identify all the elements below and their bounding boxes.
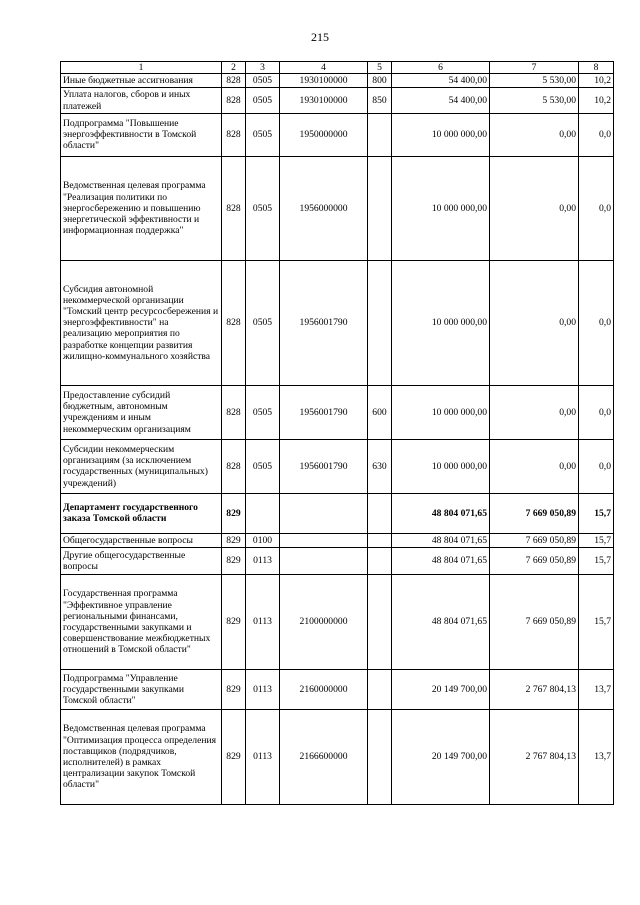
header-row (61, 62, 614, 74)
cell-adm: 828 (222, 156, 246, 260)
page-number: 215 (311, 30, 329, 44)
cell-kind (368, 113, 392, 156)
cell-fact: 2 767 804,13 (490, 710, 579, 805)
cell-target: 1956001790 (280, 385, 368, 439)
cell-fact: 5 530,00 (490, 74, 579, 88)
cell-pct: 0,0 (579, 260, 614, 385)
cell-kind (368, 533, 392, 547)
cell-adm: 829 (222, 575, 246, 670)
header-cell: 7 (490, 62, 579, 74)
cell-fact: 0,00 (490, 260, 579, 385)
cell-pct: 0,0 (579, 439, 614, 493)
cell-name: Департамент государственного заказа Томской области (61, 493, 222, 533)
cell-name: Ведомственная целевая программа "Реализация политики по энергосбережению и повышению энергетической эффективности и информационная поддержка" (61, 156, 222, 260)
header-cell: 4 (280, 62, 368, 74)
budget-table (60, 61, 614, 805)
cell-plan: 10 000 000,00 (392, 156, 490, 260)
cell-adm: 828 (222, 88, 246, 113)
cell-target: 1930100000 (280, 74, 368, 88)
cell-target: 1950000000 (280, 113, 368, 156)
table-row (61, 670, 614, 710)
cell-fact: 0,00 (490, 113, 579, 156)
cell-pct: 15,7 (579, 533, 614, 547)
cell-section: 0113 (246, 710, 280, 805)
cell-target (280, 548, 368, 575)
cell-adm: 828 (222, 74, 246, 88)
cell-section: 0505 (246, 260, 280, 385)
header-cell: 8 (579, 62, 614, 74)
cell-pct: 0,0 (579, 156, 614, 260)
cell-section: 0505 (246, 385, 280, 439)
cell-pct: 15,7 (579, 548, 614, 575)
cell-pct: 13,7 (579, 710, 614, 805)
cell-adm: 829 (222, 548, 246, 575)
cell-name: Ведомственная целевая программа "Оптимизация процесса определения поставщиков (подрядчиков, исполнителей) в рамках централизации закупок Томской области" (61, 710, 222, 805)
cell-target: 2160000000 (280, 670, 368, 710)
header-cell: 5 (368, 62, 392, 74)
cell-pct: 10,2 (579, 88, 614, 113)
cell-pct: 15,7 (579, 575, 614, 670)
cell-kind: 630 (368, 439, 392, 493)
cell-section: 0505 (246, 439, 280, 493)
cell-plan: 10 000 000,00 (392, 260, 490, 385)
cell-adm: 829 (222, 533, 246, 547)
cell-fact: 7 669 050,89 (490, 548, 579, 575)
cell-section: 0505 (246, 156, 280, 260)
cell-kind: 600 (368, 385, 392, 439)
cell-kind (368, 670, 392, 710)
cell-section: 0113 (246, 548, 280, 575)
cell-kind: 800 (368, 74, 392, 88)
cell-fact: 0,00 (490, 156, 579, 260)
cell-name: Иные бюджетные ассигнования (61, 74, 222, 88)
cell-kind (368, 710, 392, 805)
cell-kind (368, 548, 392, 575)
cell-fact: 7 669 050,89 (490, 493, 579, 533)
cell-target: 1930100000 (280, 88, 368, 113)
cell-plan: 48 804 071,65 (392, 493, 490, 533)
cell-kind (368, 260, 392, 385)
cell-kind (368, 156, 392, 260)
cell-name: Субсидии некоммерческим организациям (за исключением государственных (муниципальных) учреждений) (61, 439, 222, 493)
cell-pct: 0,0 (579, 385, 614, 439)
cell-name: Уплата налогов, сборов и иных платежей (61, 88, 222, 113)
cell-section: 0505 (246, 113, 280, 156)
cell-plan: 20 149 700,00 (392, 710, 490, 805)
cell-fact: 0,00 (490, 439, 579, 493)
header-cell: 3 (246, 62, 280, 74)
cell-name: Субсидия автономной некоммерческой организации "Томский центр ресурсосбережения и энергоэффективности" на реализацию мероприятия по разработке концепции развития жилищно-коммунального хозяйства (61, 260, 222, 385)
cell-pct: 15,7 (579, 493, 614, 533)
cell-fact: 0,00 (490, 385, 579, 439)
cell-section (246, 493, 280, 533)
table-row (61, 493, 614, 533)
cell-fact: 7 669 050,89 (490, 575, 579, 670)
cell-plan: 10 000 000,00 (392, 113, 490, 156)
cell-name: Другие общегосударственные вопросы (61, 548, 222, 575)
cell-name: Государственная программа "Эффективное управление региональными финансами, государственными закупками и совершенствование межбюджетных отношений в Томской области" (61, 575, 222, 670)
table-row (61, 533, 614, 547)
cell-fact: 7 669 050,89 (490, 533, 579, 547)
cell-section: 0505 (246, 74, 280, 88)
cell-plan: 20 149 700,00 (392, 670, 490, 710)
header-cell: 1 (61, 62, 222, 74)
cell-kind (368, 493, 392, 533)
cell-plan: 48 804 071,65 (392, 575, 490, 670)
cell-fact: 5 530,00 (490, 88, 579, 113)
cell-adm: 828 (222, 385, 246, 439)
cell-section: 0100 (246, 533, 280, 547)
cell-fact: 2 767 804,13 (490, 670, 579, 710)
cell-plan: 48 804 071,65 (392, 533, 490, 547)
cell-kind: 850 (368, 88, 392, 113)
cell-plan: 48 804 071,65 (392, 548, 490, 575)
cell-plan: 10 000 000,00 (392, 439, 490, 493)
cell-target: 1956000000 (280, 156, 368, 260)
cell-adm: 828 (222, 260, 246, 385)
cell-pct: 13,7 (579, 670, 614, 710)
cell-section: 0505 (246, 88, 280, 113)
header-cell: 2 (222, 62, 246, 74)
cell-plan: 10 000 000,00 (392, 385, 490, 439)
cell-name: Общегосударственные вопросы (61, 533, 222, 547)
cell-adm: 829 (222, 670, 246, 710)
table-row (61, 710, 614, 805)
cell-plan: 54 400,00 (392, 74, 490, 88)
header-cell: 6 (392, 62, 490, 74)
cell-target: 1956001790 (280, 260, 368, 385)
cell-adm: 828 (222, 113, 246, 156)
table-row (61, 260, 614, 385)
table-row (61, 113, 614, 156)
table-row (61, 439, 614, 493)
cell-section: 0113 (246, 575, 280, 670)
cell-name: Подпрограмма "Повышение энергоэффективности в Томской области" (61, 113, 222, 156)
cell-section: 0113 (246, 670, 280, 710)
table-row (61, 74, 614, 88)
cell-pct: 10,2 (579, 74, 614, 88)
cell-target: 2100000000 (280, 575, 368, 670)
cell-target: 2166600000 (280, 710, 368, 805)
cell-kind (368, 575, 392, 670)
cell-plan: 54 400,00 (392, 88, 490, 113)
cell-target (280, 533, 368, 547)
cell-target (280, 493, 368, 533)
table-row (61, 548, 614, 575)
cell-name: Предоставление субсидий бюджетным, автономным учреждениям и иным некоммерческим организациям (61, 385, 222, 439)
cell-adm: 829 (222, 493, 246, 533)
cell-name: Подпрограмма "Управление государственными закупками Томской области" (61, 670, 222, 710)
table-row (61, 385, 614, 439)
table-row (61, 88, 614, 113)
table-row (61, 575, 614, 670)
table-row (61, 156, 614, 260)
cell-target: 1956001790 (280, 439, 368, 493)
cell-pct: 0,0 (579, 113, 614, 156)
cell-adm: 828 (222, 439, 246, 493)
cell-adm: 829 (222, 710, 246, 805)
